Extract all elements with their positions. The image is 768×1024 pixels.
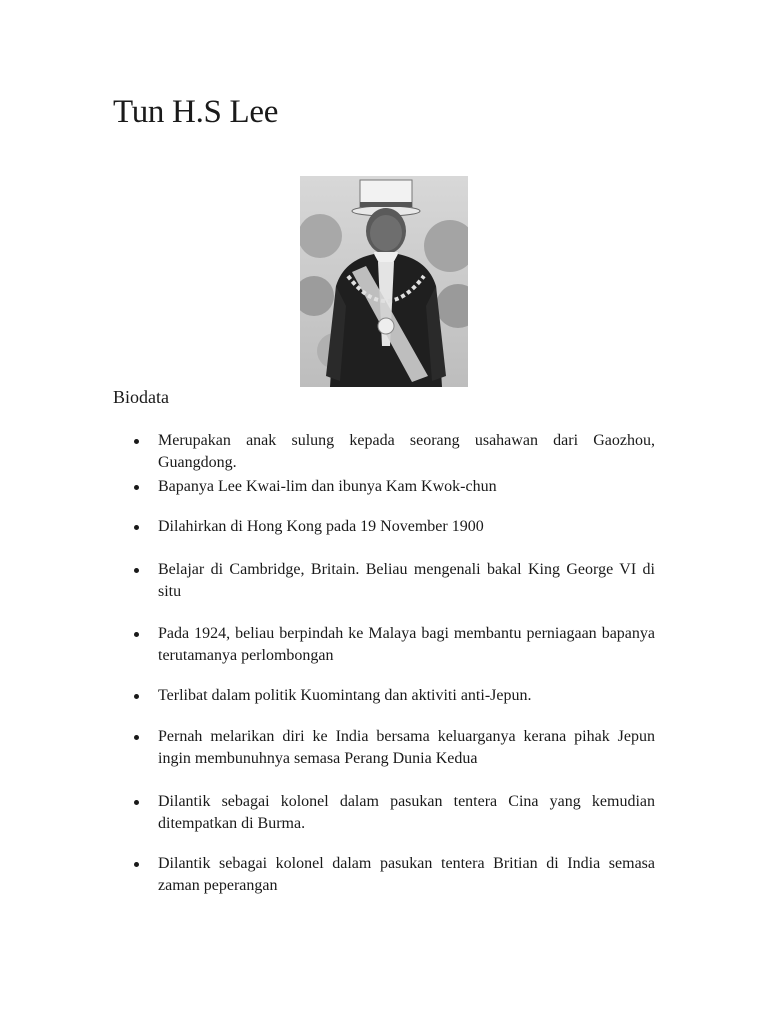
- list-item: Merupakan anak sulung kepada seorang usahawan dari Gaozhou, Guangdong.: [113, 430, 655, 474]
- page-title: Tun H.S Lee: [113, 94, 279, 130]
- bullet-icon: [134, 439, 139, 444]
- list-item: Dilantik sebagai kolonel dalam pasukan tentera Britian di India semasa zaman peperangan: [113, 853, 655, 897]
- list-item: Dilantik sebagai kolonel dalam pasukan tentera Cina yang kemudian ditempatkan di Burma.: [113, 791, 655, 835]
- bullet-icon: [134, 525, 139, 530]
- list-item: Dilahirkan di Hong Kong pada 19 November 1900: [113, 516, 655, 538]
- list-item: Belajar di Cambridge, Britain. Beliau mengenali bakal King George VI di situ: [113, 559, 655, 603]
- bullet-icon: [134, 694, 139, 699]
- portrait-photo: [300, 176, 468, 387]
- section-heading-biodata: Biodata: [113, 387, 169, 407]
- bullet-icon: [134, 485, 139, 490]
- portrait-photo-icon: [300, 176, 468, 387]
- bullet-icon: [134, 800, 139, 805]
- list-item: Pada 1924, beliau berpindah ke Malaya bagi membantu perniagaan bapanya terutamanya perlombongan: [113, 623, 655, 667]
- bullet-icon: [134, 568, 139, 573]
- list-item: Terlibat dalam politik Kuomintang dan aktiviti anti-Jepun.: [113, 685, 655, 707]
- list-item: Bapanya Lee Kwai-lim dan ibunya Kam Kwok-chun: [113, 476, 655, 498]
- bullet-icon: [134, 735, 139, 740]
- list-item: Pernah melarikan diri ke India bersama keluarganya kerana pihak Jepun ingin membunuhnya semasa Perang Dunia Kedua: [113, 726, 655, 770]
- bullet-icon: [134, 632, 139, 637]
- bullet-icon: [134, 862, 139, 867]
